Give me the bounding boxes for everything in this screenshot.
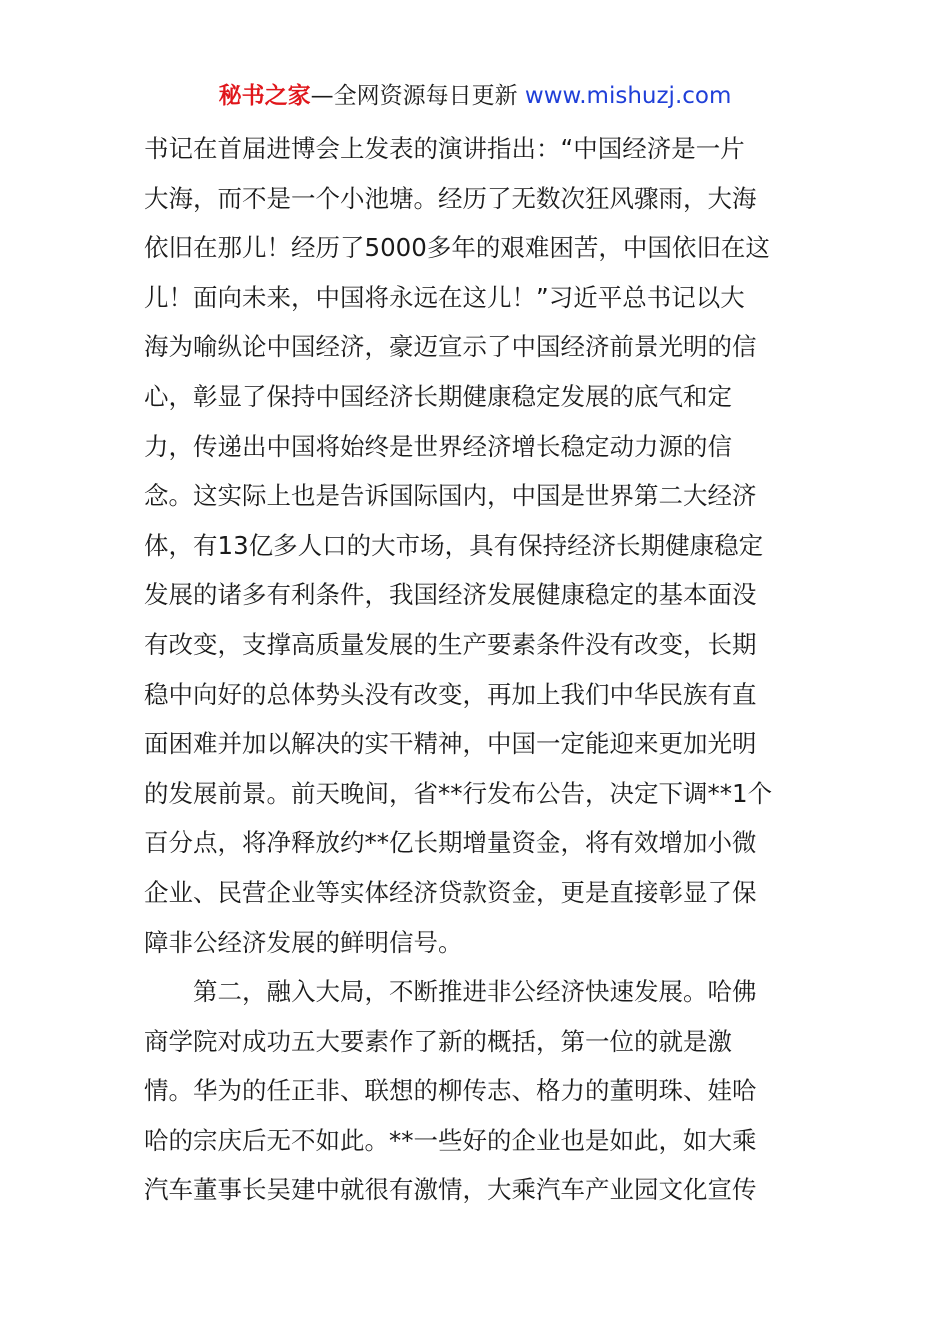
text-line: 汽车董事长吴建中就很有激情，大乘汽车产业园文化宣传 — [144, 1175, 757, 1205]
text-line: 书记在首届进博会上发表的演讲指出：“中国经济是一片 — [144, 134, 745, 163]
site-brand: 秘书之家 — [218, 83, 311, 109]
text-line: 儿！面向未来，中国将永远在这儿！”习近平总书记以大 — [144, 282, 745, 312]
text-line: 稳中向好的总体势头没有改变，再加上我们中华民族有直 — [144, 679, 757, 709]
site-header — [0, 80, 950, 112]
text-line: 依旧在那儿！经历了5000多年的艰难困苦，中国依旧在这 — [144, 233, 770, 263]
text-line: 的发展前景。前天晚间，省**行发布公告，决定下调**1个 — [144, 778, 773, 808]
paragraph-2 — [144, 967, 808, 1215]
text-line: 情。华为的任正非、联想的柳传志、格力的董明珠、娃哈 — [144, 1076, 757, 1106]
text-line: 商学院对成功五大要素作了新的概括，第一位的就是激 — [144, 1026, 732, 1056]
text-line: 障非公经济发展的鲜明信号。 — [144, 927, 463, 957]
text-line: 百分点，将净释放约**亿长期增量资金，将有效增加小微 — [144, 828, 757, 858]
text-line: 有改变，支撑高质量发展的生产要素条件没有改变，长期 — [144, 629, 757, 659]
site-url-link[interactable]: www.mishuzj.com — [524, 83, 732, 109]
site-tagline: —全网资源每日更新 — [310, 83, 518, 109]
text-line: 力，传递出中国将始终是世界经济增长稳定动力源的信 — [144, 431, 732, 461]
text-line: 第二，融入大局，不断推进非公经济快速发展。哈佛 — [193, 977, 757, 1007]
text-line: 念。这实际上也是告诉国际国内，中国是世界第二大经济 — [144, 481, 757, 511]
text-line: 面困难并加以解决的实干精神，中国一定能迎来更加光明 — [144, 729, 757, 759]
text-line: 心，彰显了保持中国经济长期健康稳定发展的底气和定 — [144, 381, 732, 411]
text-line: 体，有13亿多人口的大市场，具有保持经济长期健康稳定 — [144, 530, 764, 560]
text-line: 发展的诸多有利条件，我国经济发展健康稳定的基本面没 — [144, 580, 757, 610]
text-line: 大海，而不是一个小池塘。经历了无数次狂风骤雨，大海 — [144, 183, 757, 213]
document-body — [144, 124, 808, 1215]
paragraph-1 — [144, 124, 808, 967]
text-line: 哈的宗庆后无不如此。**一些好的企业也是如此，如大乘 — [144, 1125, 757, 1155]
text-line: 企业、民营企业等实体经济贷款资金，更是直接彰显了保 — [144, 877, 757, 907]
text-line: 海为喻纵论中国经济，豪迈宣示了中国经济前景光明的信 — [144, 332, 757, 362]
